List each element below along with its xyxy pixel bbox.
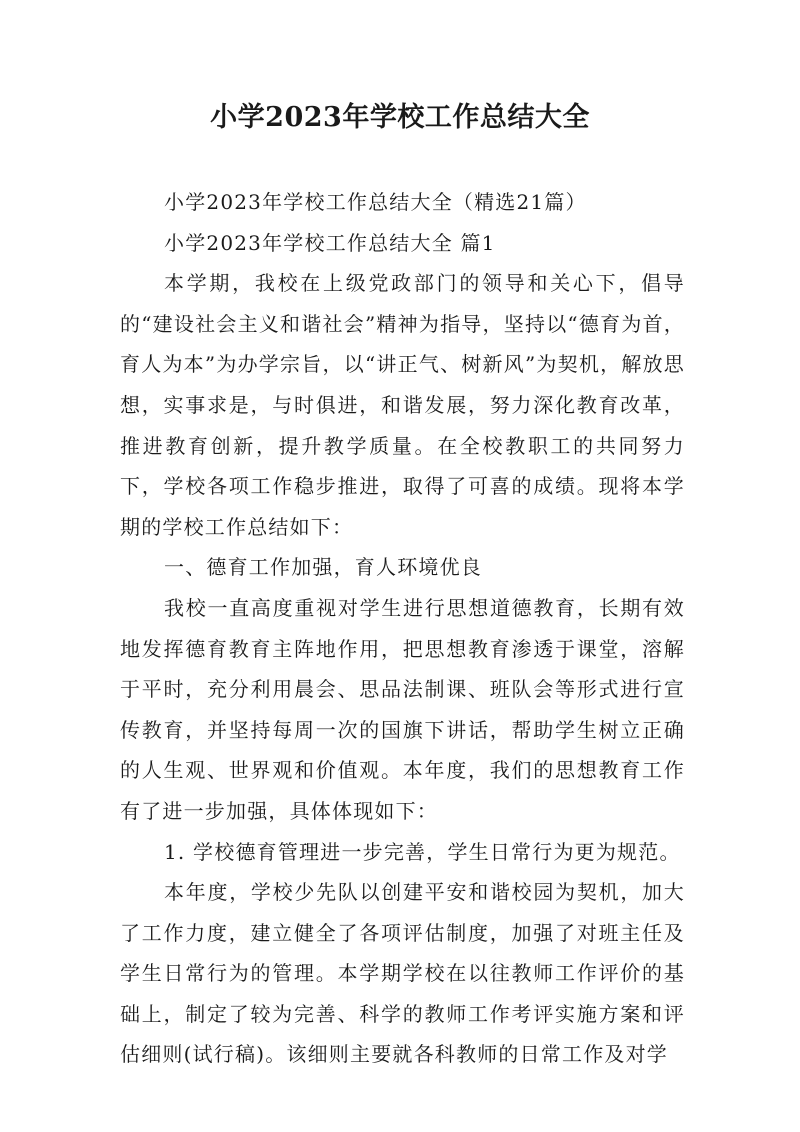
list-item: 1. 学校德育管理进一步完善，学生日常行为更为规范。 (164, 839, 681, 864)
document-body (120, 182, 685, 1075)
document-title: 小学2023年学校工作总结大全 (210, 102, 590, 133)
body-paragraph: 本年度，学校少先队以创建平安和谐校园为契机，加大了工作力度，建立健全了各项评估制度，加强了对班主任及学生日常行为的管理。本学期学校在以往教师工作评价的基础上，制定了较为完善、科学的教师工作考评实施方案和评估细则(试行稿)。该细则主要就各科教师的日常工作及对学 (120, 880, 685, 1067)
body-paragraph: 我校一直高度重视对学生进行思想道德教育，长期有效地发挥德育教育主阵地作用，把思想教育渗透于课堂，溶解于平时，充分利用晨会、思品法制课、班队会等形式进行宣传教育，并坚持每周一次的国旗下讲话，帮助学生树立正确的人生观、世界观和价值观。本年度，我们的思想教育工作有了进一步加强，具体体现如下： (120, 595, 685, 823)
section-heading: 小学2023年学校工作总结大全 篇1 (164, 230, 496, 255)
section-heading: 一、德育工作加强，育人环境优良 (164, 555, 482, 580)
subtitle-paragraph: 小学2023年学校工作总结大全（精选21篇） (164, 190, 587, 214)
body-paragraph: 本学期，我校在上级党政部门的领导和关心下，倡导的“建设社会主义和谐社会”精神为指导，坚持以“德育为首，育人为本”为办学宗旨，以“讲正气、树新风”为契机，解放思想，实事求是，与时俱进，和谐发展，努力深化教育改革，推进教育创新，提升教学质量。在全校教职工的共同努力下，学校各项工作稳步推进，取得了可喜的成绩。现将本学期的学校工作总结如下： (120, 271, 685, 539)
